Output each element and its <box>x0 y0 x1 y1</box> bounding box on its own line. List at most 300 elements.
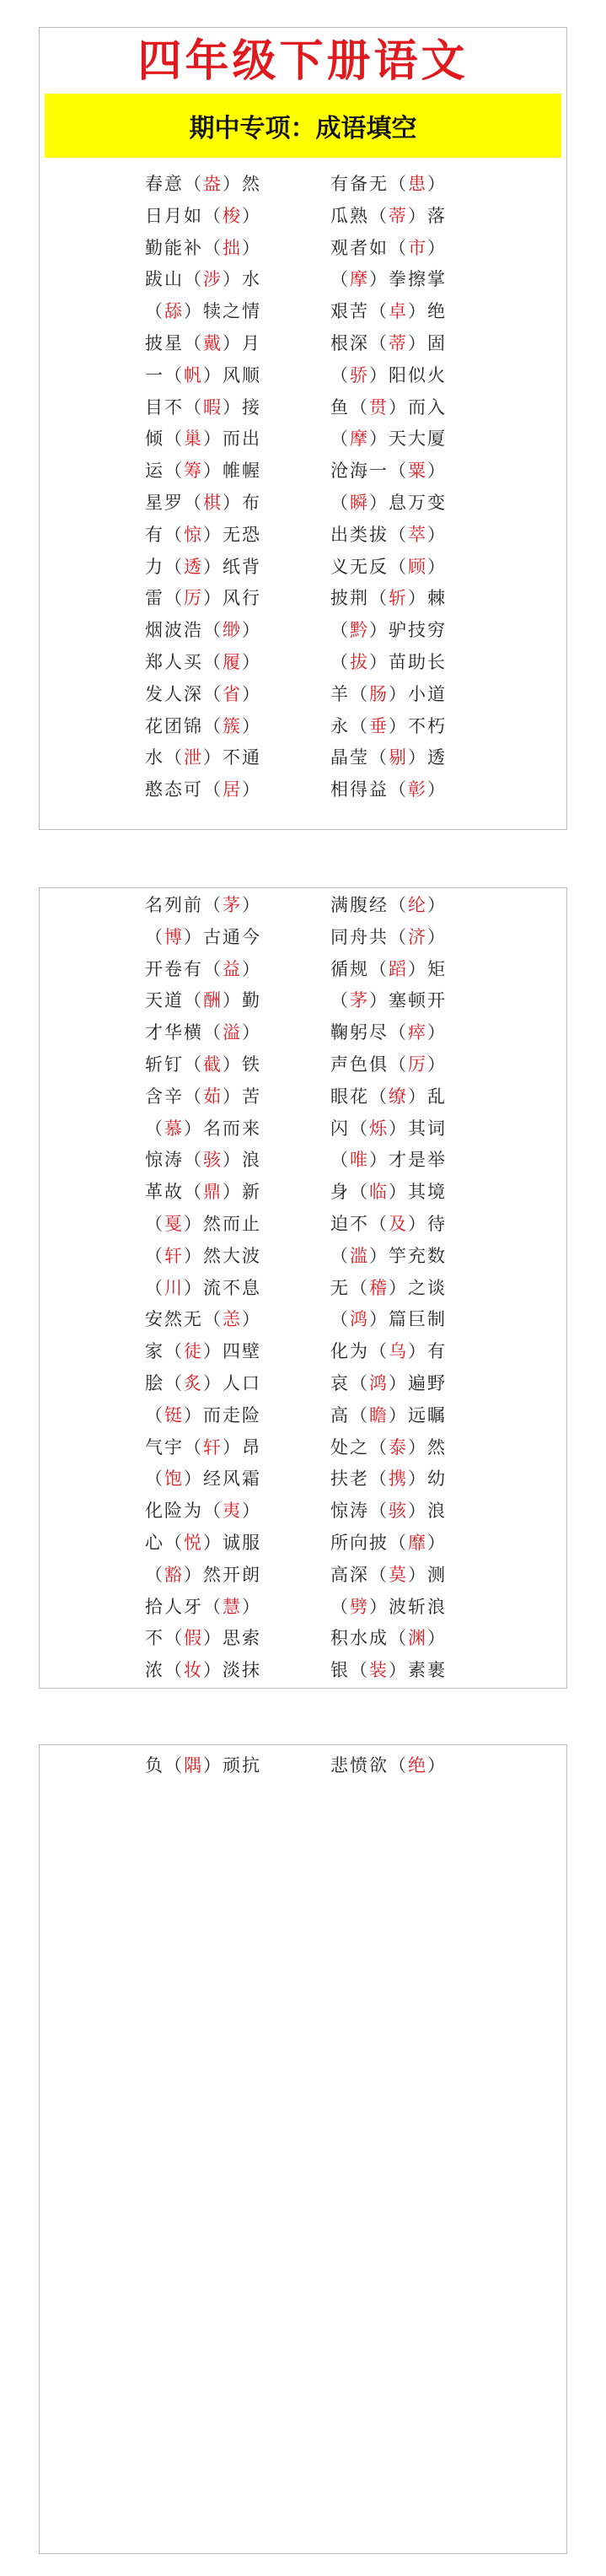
idiom-suffix: ）不朽 <box>389 715 447 736</box>
idiom-suffix: ）不通 <box>203 747 261 768</box>
idiom-suffix: ）待 <box>408 1213 447 1234</box>
idiom-row <box>40 1750 566 1782</box>
idiom-answer: 泄 <box>184 747 203 768</box>
idiom-suffix: ）拳擦掌 <box>369 269 447 290</box>
idiom-item <box>145 922 261 954</box>
idiom-suffix: ） <box>427 461 447 482</box>
idiom-suffix: ）昂 <box>223 1436 261 1458</box>
idiom-row <box>40 1145 566 1177</box>
idiom-row <box>40 1113 566 1145</box>
idiom-item <box>145 1081 261 1113</box>
idiom-prefix: 气宇（ <box>145 1436 203 1458</box>
idiom-row <box>40 488 566 520</box>
idiom-prefix: （ <box>330 269 350 290</box>
idiom-suffix: ）纸背 <box>203 556 261 577</box>
idiom-answer: 贯 <box>369 396 389 418</box>
idiom-prefix: 革故（ <box>145 1182 203 1203</box>
idiom-answer: 益 <box>223 958 242 979</box>
idiom-suffix: ） <box>427 1532 447 1553</box>
idiom-prefix: 有备无（ <box>330 174 408 194</box>
idiom-row <box>40 615 566 647</box>
idiom-prefix: 观者如（ <box>330 237 408 258</box>
idiom-answer: 涉 <box>203 269 223 290</box>
idiom-prefix: 身（ <box>330 1182 369 1203</box>
idiom-grid <box>40 169 566 806</box>
idiom-answer: 徒 <box>184 1341 203 1362</box>
idiom-answer: 假 <box>184 1628 203 1649</box>
idiom-suffix: ） <box>427 237 447 258</box>
idiom-answer: 骇 <box>389 1501 408 1522</box>
idiom-suffix: ）遍野 <box>389 1372 447 1393</box>
idiom-row <box>40 647 566 679</box>
idiom-prefix: 循规（ <box>330 958 389 979</box>
idiom-prefix: 出类拔（ <box>330 524 408 545</box>
idiom-answer: 临 <box>369 1182 389 1203</box>
idiom-suffix: ） <box>427 556 447 577</box>
idiom-item <box>145 328 261 360</box>
idiom-item <box>145 520 261 552</box>
idiom-prefix: 悲愤欲（ <box>330 1755 408 1776</box>
idiom-answer: 履 <box>223 651 242 672</box>
idiom-prefix: 处之（ <box>330 1436 389 1458</box>
idiom-suffix: ） <box>242 237 261 258</box>
idiom-item <box>330 264 447 296</box>
idiom-suffix: ）透 <box>408 747 447 768</box>
idiom-answer: 携 <box>389 1469 408 1490</box>
idiom-suffix: ）人口 <box>203 1372 261 1393</box>
idiom-answer: 鸿 <box>369 1372 389 1393</box>
idiom-prefix: 春意（ <box>145 174 203 194</box>
idiom-prefix: 斩钉（ <box>145 1054 203 1075</box>
idiom-prefix: 一（ <box>145 364 184 385</box>
idiom-suffix: ）远瞩 <box>389 1404 447 1425</box>
idiom-prefix: 才华横（ <box>145 1022 223 1043</box>
idiom-answer: 博 <box>164 926 184 947</box>
idiom-item <box>330 1560 447 1592</box>
page-title: 四年级下册语文 <box>137 36 469 87</box>
idiom-suffix: ）幼 <box>408 1469 447 1490</box>
idiom-suffix: ） <box>242 683 261 704</box>
idiom-item <box>330 1750 447 1782</box>
idiom-prefix: 所向披（ <box>330 1532 408 1553</box>
idiom-prefix: 迫不（ <box>330 1213 389 1234</box>
idiom-prefix: 勤能补（ <box>145 237 223 258</box>
idiom-suffix: ） <box>242 895 261 915</box>
idiom-item <box>145 985 261 1017</box>
idiom-suffix: ）顽抗 <box>203 1755 261 1776</box>
idiom-answer: 摩 <box>350 269 369 290</box>
idiom-prefix: 永（ <box>330 715 369 736</box>
idiom-grid <box>40 1750 566 1782</box>
idiom-row <box>40 1400 566 1432</box>
idiom-prefix: 化险为（ <box>145 1501 223 1522</box>
idiom-suffix: ）才是举 <box>369 1150 447 1171</box>
idiom-row <box>40 1336 566 1368</box>
idiom-row <box>40 1528 566 1560</box>
idiom-suffix: ）古通今 <box>184 926 261 947</box>
idiom-item <box>145 201 261 233</box>
idiom-prefix: 扶老（ <box>330 1469 389 1490</box>
idiom-item <box>330 520 447 552</box>
idiom-item <box>145 711 261 743</box>
idiom-prefix: 名列前（ <box>145 895 223 915</box>
idiom-row <box>40 1017 566 1049</box>
idiom-item <box>330 922 447 954</box>
idiom-answer: 慧 <box>223 1596 242 1617</box>
idiom-suffix: ）其词 <box>389 1118 447 1139</box>
idiom-item <box>145 647 261 679</box>
idiom-answer: 慕 <box>164 1118 184 1139</box>
idiom-item <box>145 1400 261 1432</box>
idiom-answer: 厉 <box>184 588 203 609</box>
idiom-answer: 蒂 <box>389 205 408 226</box>
idiom-suffix: ） <box>242 1596 261 1617</box>
idiom-item <box>330 552 447 584</box>
idiom-item <box>330 423 447 455</box>
idiom-answer: 轩 <box>203 1436 223 1458</box>
idiom-prefix: 根深（ <box>330 332 389 353</box>
idiom-answer: 唯 <box>350 1150 369 1171</box>
idiom-row <box>40 296 566 328</box>
idiom-answer: 纶 <box>408 895 427 915</box>
idiom-prefix: 闪（ <box>330 1118 369 1139</box>
idiom-suffix: ）其境 <box>389 1182 447 1203</box>
idiom-row <box>40 423 566 455</box>
idiom-answer: 骄 <box>350 364 369 385</box>
idiom-item <box>330 1528 447 1560</box>
idiom-answer: 鼎 <box>203 1182 223 1203</box>
idiom-prefix: 无（ <box>330 1277 369 1298</box>
idiom-item <box>145 1113 261 1145</box>
idiom-answer: 隅 <box>184 1755 203 1776</box>
idiom-item <box>330 1049 447 1081</box>
idiom-prefix: 开卷有（ <box>145 958 223 979</box>
idiom-row <box>40 360 566 392</box>
idiom-suffix: ）息万变 <box>369 492 447 513</box>
idiom-row <box>40 583 566 615</box>
idiom-prefix: 沧海一（ <box>330 461 408 482</box>
idiom-item <box>330 1400 447 1432</box>
idiom-suffix: ） <box>427 174 447 194</box>
idiom-answer: 茅 <box>350 990 369 1011</box>
idiom-prefix: 积水成（ <box>330 1628 408 1649</box>
idiom-item <box>330 328 447 360</box>
idiom-item <box>330 201 447 233</box>
idiom-item <box>145 1623 261 1655</box>
idiom-answer: 瘁 <box>408 1022 427 1043</box>
idiom-answer: 装 <box>369 1660 389 1681</box>
idiom-suffix: ）布 <box>223 492 261 513</box>
idiom-answer: 棋 <box>203 492 223 513</box>
idiom-prefix: 发人深（ <box>145 683 223 704</box>
idiom-answer: 乌 <box>389 1341 408 1362</box>
idiom-row <box>40 1623 566 1655</box>
idiom-suffix: ） <box>427 1755 447 1776</box>
idiom-prefix: 高深（ <box>330 1564 389 1585</box>
idiom-item <box>145 1145 261 1177</box>
idiom-answer: 卓 <box>389 301 408 322</box>
idiom-prefix: 拾人牙（ <box>145 1596 223 1617</box>
idiom-item <box>145 455 261 488</box>
idiom-item <box>330 169 447 201</box>
idiom-item <box>330 679 447 711</box>
idiom-prefix: 脍（ <box>145 1372 184 1393</box>
idiom-suffix: ）然大波 <box>184 1245 261 1266</box>
idiom-answer: 烁 <box>369 1118 389 1139</box>
idiom-item <box>145 954 261 986</box>
idiom-prefix: 负（ <box>145 1755 184 1776</box>
idiom-prefix: 晶莹（ <box>330 747 389 768</box>
idiom-answer: 溢 <box>223 1022 242 1043</box>
idiom-item <box>145 296 261 328</box>
idiom-item <box>330 392 447 424</box>
idiom-suffix: ）测 <box>408 1564 447 1585</box>
idiom-item <box>330 1432 447 1464</box>
idiom-answer: 轩 <box>164 1245 184 1266</box>
idiom-item <box>330 360 447 392</box>
idiom-prefix: 浓（ <box>145 1660 184 1681</box>
idiom-suffix: ）然开朗 <box>184 1564 261 1585</box>
idiom-row <box>40 1592 566 1624</box>
idiom-row <box>40 1081 566 1113</box>
idiom-suffix: ）接 <box>223 396 261 418</box>
idiom-prefix: （ <box>330 651 350 672</box>
subtitle-banner <box>45 94 561 158</box>
idiom-suffix: ）名而来 <box>184 1118 261 1139</box>
idiom-item <box>330 1304 447 1336</box>
idiom-item <box>330 1273 447 1305</box>
idiom-item <box>145 1432 261 1464</box>
idiom-item <box>330 1336 447 1368</box>
idiom-item <box>145 1592 261 1624</box>
idiom-answer: 粟 <box>408 461 427 482</box>
idiom-answer: 居 <box>223 779 242 800</box>
idiom-suffix: ）苗助长 <box>369 651 447 672</box>
idiom-prefix: 眼花（ <box>330 1086 389 1107</box>
idiom-answer: 梭 <box>223 205 242 226</box>
idiom-item <box>145 1560 261 1592</box>
idiom-answer: 盎 <box>203 174 223 194</box>
idiom-prefix: （ <box>330 990 350 1011</box>
idiom-item <box>145 1177 261 1209</box>
idiom-suffix: ） <box>427 1628 447 1649</box>
idiom-item <box>145 233 261 265</box>
idiom-item <box>145 264 261 296</box>
idiom-prefix: （ <box>145 1277 164 1298</box>
idiom-suffix: ）而出 <box>203 428 261 450</box>
idiom-grid <box>40 890 566 1687</box>
idiom-item <box>145 615 261 647</box>
idiom-prefix: 家（ <box>145 1341 184 1362</box>
idiom-suffix: ）而入 <box>389 396 447 418</box>
idiom-suffix: ）铁 <box>223 1054 261 1075</box>
idiom-row <box>40 1495 566 1528</box>
idiom-answer: 惊 <box>184 524 203 545</box>
idiom-answer: 酬 <box>203 990 223 1011</box>
idiom-prefix: （ <box>330 492 350 513</box>
idiom-row <box>40 985 566 1017</box>
idiom-prefix: 惊涛（ <box>330 1501 389 1522</box>
idiom-item <box>145 392 261 424</box>
idiom-prefix: 运（ <box>145 461 184 482</box>
idiom-suffix: ） <box>427 895 447 915</box>
idiom-item <box>330 1081 447 1113</box>
idiom-item <box>330 954 447 986</box>
idiom-prefix: 含辛（ <box>145 1086 203 1107</box>
idiom-item <box>145 360 261 392</box>
idiom-answer: 彰 <box>408 779 427 800</box>
idiom-row <box>40 922 566 954</box>
idiom-row <box>40 1655 566 1687</box>
idiom-prefix: 鱼（ <box>330 396 369 418</box>
idiom-answer: 炙 <box>184 1372 203 1393</box>
idiom-item <box>330 1592 447 1624</box>
idiom-prefix: （ <box>145 926 164 947</box>
idiom-item <box>330 1463 447 1495</box>
idiom-prefix: 星罗（ <box>145 492 203 513</box>
idiom-item <box>330 455 447 488</box>
idiom-row <box>40 169 566 201</box>
idiom-row <box>40 392 566 424</box>
idiom-prefix: 有（ <box>145 524 184 545</box>
idiom-prefix: 憨态可（ <box>145 779 223 800</box>
idiom-item <box>145 890 261 922</box>
worksheet-page-2 <box>39 887 567 1689</box>
idiom-row <box>40 1049 566 1081</box>
idiom-item <box>330 1623 447 1655</box>
idiom-row <box>40 1368 566 1400</box>
idiom-answer: 巢 <box>184 428 203 450</box>
idiom-answer: 黔 <box>350 620 369 641</box>
idiom-item <box>330 774 447 806</box>
idiom-prefix: （ <box>145 1118 164 1139</box>
idiom-answer: 滥 <box>350 1245 369 1266</box>
idiom-suffix: ）有 <box>408 1341 447 1362</box>
idiom-prefix: 日月如（ <box>145 205 223 226</box>
idiom-suffix: ）小道 <box>389 683 447 704</box>
idiom-suffix: ）竽充数 <box>369 1245 447 1266</box>
idiom-prefix: （ <box>145 1213 164 1234</box>
idiom-answer: 摩 <box>350 428 369 450</box>
idiom-suffix: ） <box>427 1022 447 1043</box>
idiom-item <box>145 1017 261 1049</box>
idiom-suffix: ）然 <box>408 1436 447 1458</box>
idiom-answer: 蒂 <box>389 332 408 353</box>
idiom-answer: 茅 <box>223 895 242 915</box>
idiom-prefix: 雷（ <box>145 588 184 609</box>
idiom-item <box>145 1049 261 1081</box>
idiom-suffix: ）塞顿开 <box>369 990 447 1011</box>
idiom-item <box>145 679 261 711</box>
idiom-item <box>330 1113 447 1145</box>
idiom-suffix: ）苦 <box>223 1086 261 1107</box>
idiom-item <box>330 985 447 1017</box>
idiom-answer: 缭 <box>389 1086 408 1107</box>
idiom-row <box>40 679 566 711</box>
idiom-suffix: ）驴技穷 <box>369 620 447 641</box>
idiom-item <box>330 1368 447 1400</box>
idiom-answer: 簇 <box>223 715 242 736</box>
idiom-answer: 蹈 <box>389 958 408 979</box>
idiom-answer: 戛 <box>164 1213 184 1234</box>
idiom-answer: 妆 <box>184 1660 203 1681</box>
idiom-suffix: ） <box>427 524 447 545</box>
idiom-prefix: 同舟共（ <box>330 926 408 947</box>
idiom-answer: 帆 <box>184 364 203 385</box>
idiom-item <box>330 1655 447 1687</box>
idiom-row <box>40 201 566 233</box>
idiom-answer: 骇 <box>203 1150 223 1171</box>
idiom-suffix: ）淡抹 <box>203 1660 261 1681</box>
idiom-suffix: ）思索 <box>203 1628 261 1649</box>
idiom-suffix: ） <box>242 715 261 736</box>
idiom-suffix: ）诚服 <box>203 1532 261 1553</box>
idiom-answer: 恙 <box>223 1309 242 1330</box>
idiom-prefix: （ <box>330 620 350 641</box>
idiom-prefix: （ <box>330 1150 350 1171</box>
idiom-prefix: 心（ <box>145 1532 184 1553</box>
idiom-suffix: ） <box>427 926 447 947</box>
idiom-item <box>145 742 261 774</box>
idiom-suffix: ） <box>242 1501 261 1522</box>
idiom-suffix: ）帷幄 <box>203 461 261 482</box>
idiom-prefix: （ <box>330 1245 350 1266</box>
idiom-item <box>330 296 447 328</box>
idiom-answer: 瞻 <box>369 1404 389 1425</box>
idiom-row <box>40 455 566 488</box>
idiom-suffix: ）素裹 <box>389 1660 447 1681</box>
idiom-prefix: （ <box>145 1564 164 1585</box>
idiom-answer: 渊 <box>408 1628 427 1649</box>
idiom-suffix: ）篇巨制 <box>369 1309 447 1330</box>
idiom-suffix: ）矩 <box>408 958 447 979</box>
idiom-suffix: ）风顺 <box>203 364 261 385</box>
idiom-item <box>145 1368 261 1400</box>
idiom-row <box>40 264 566 296</box>
idiom-prefix: 高（ <box>330 1404 369 1425</box>
idiom-row <box>40 774 566 806</box>
idiom-prefix: 羊（ <box>330 683 369 704</box>
idiom-answer: 缈 <box>223 620 242 641</box>
idiom-suffix: ）新 <box>223 1182 261 1203</box>
idiom-row <box>40 1304 566 1336</box>
idiom-item <box>330 1145 447 1177</box>
idiom-answer: 垂 <box>369 715 389 736</box>
idiom-suffix: ）固 <box>408 332 447 353</box>
idiom-row <box>40 520 566 552</box>
idiom-item <box>330 647 447 679</box>
idiom-prefix: 相得益（ <box>330 779 408 800</box>
worksheet-page-1 <box>39 27 567 830</box>
idiom-answer: 拙 <box>223 237 242 258</box>
idiom-prefix: 不（ <box>145 1628 184 1649</box>
idiom-suffix: ） <box>242 1309 261 1330</box>
idiom-suffix: ）经风霜 <box>184 1469 261 1490</box>
idiom-answer: 透 <box>184 556 203 577</box>
idiom-prefix: 目不（ <box>145 396 203 418</box>
idiom-answer: 济 <box>408 926 427 947</box>
idiom-suffix: ） <box>242 651 261 672</box>
idiom-row <box>40 1432 566 1464</box>
idiom-answer: 夷 <box>223 1501 242 1522</box>
idiom-prefix: 化为（ <box>330 1341 389 1362</box>
idiom-item <box>145 423 261 455</box>
idiom-prefix: 烟波浩（ <box>145 620 223 641</box>
idiom-suffix: ）阳似火 <box>369 364 447 385</box>
idiom-answer: 及 <box>389 1213 408 1234</box>
worksheet-page-3 <box>39 1744 567 2554</box>
idiom-suffix: ） <box>242 958 261 979</box>
